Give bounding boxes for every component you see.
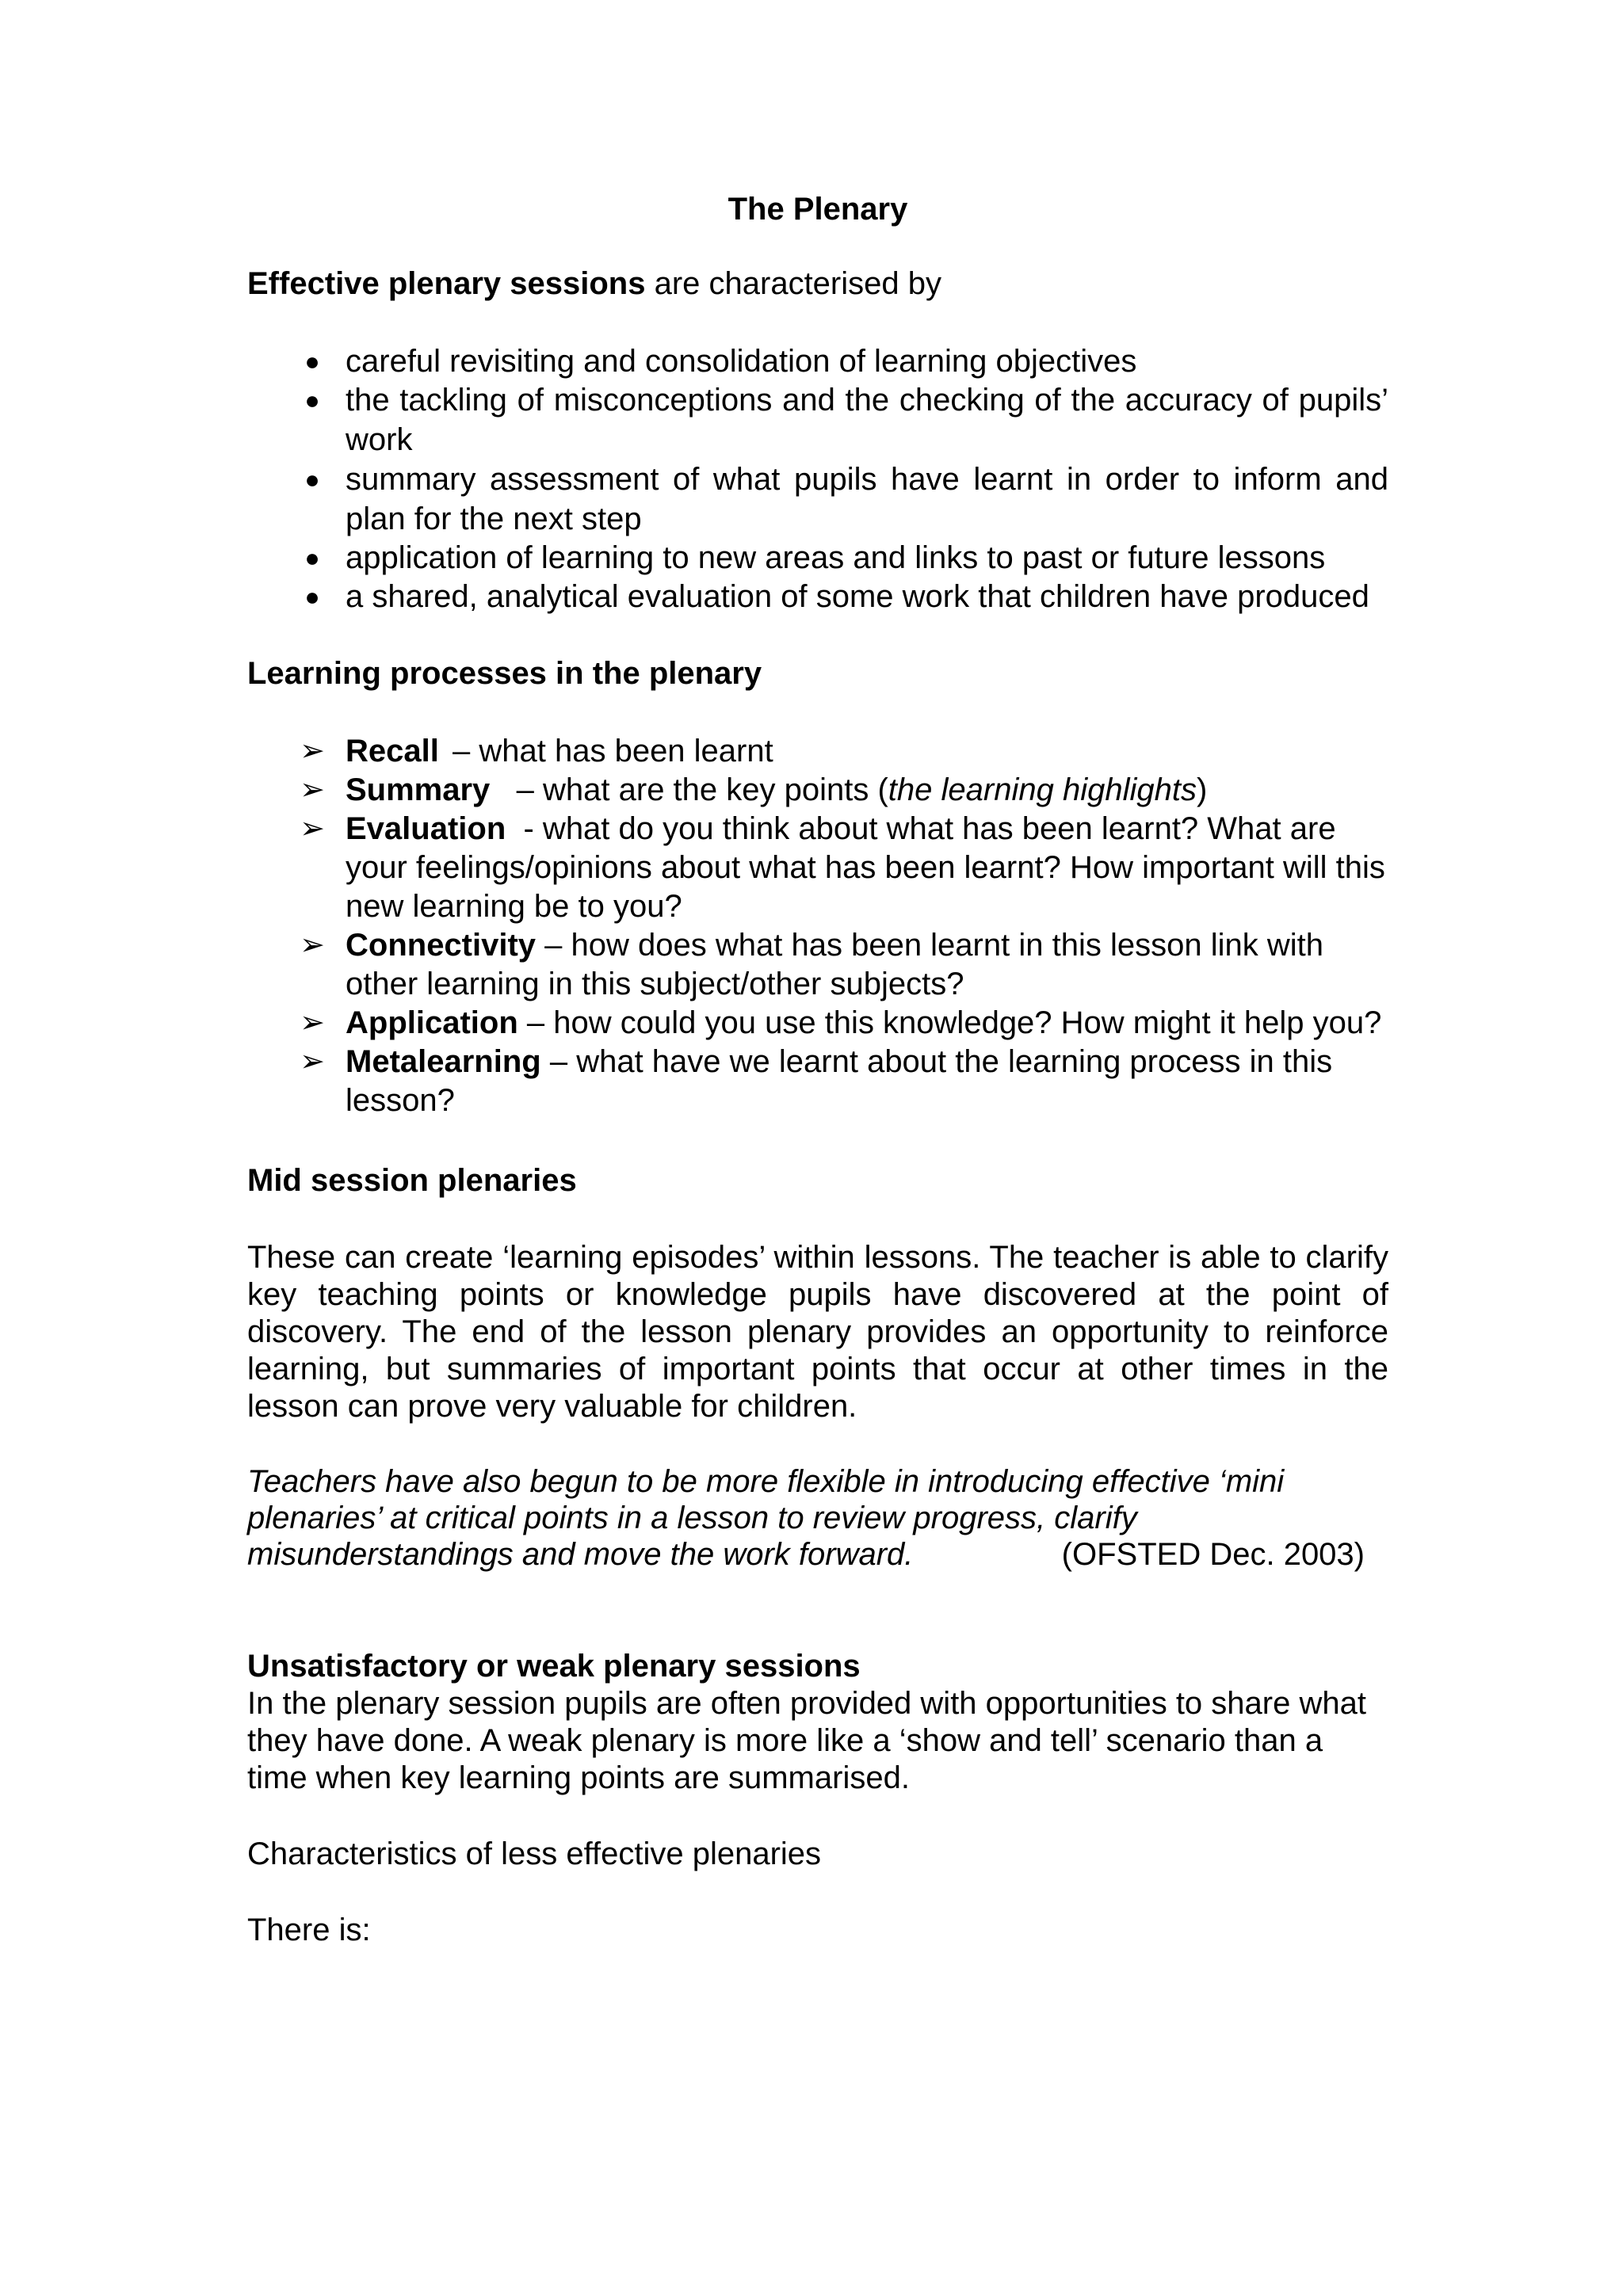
intro-rest: are characterised by xyxy=(645,266,941,301)
mid-session-heading: Mid session plenaries xyxy=(247,1163,577,1198)
characteristics-line: Characteristics of less effective plenaries xyxy=(247,1836,822,1871)
page-title: The Plenary xyxy=(727,192,908,227)
list-item: ● a shared, analytical evaluation of some work that children have produced xyxy=(247,577,1388,616)
quote-text: Teachers have also begun to be more flexible in introducing effective ‘mini plenaries’ at critical points in a lesson to review progress, clarify misunderstandings and move the work forward. xyxy=(247,1464,1285,1572)
list-item: ➢ Application – how could you use this knowledge? How might it help you? xyxy=(247,1004,1388,1043)
document-page xyxy=(247,190,1394,1987)
list-item: ➢ Recall – what has been learnt xyxy=(247,732,1388,771)
arrow-bullet-icon: ➢ xyxy=(300,734,325,768)
arrow-bullet-icon: ➢ xyxy=(300,1045,325,1078)
list-item: ➢ Evaluation - what do you think about what has been learnt? What are your feelings/opinions about what has been learnt? How important will this new learning be to you? xyxy=(247,810,1388,926)
effective-plenary-list xyxy=(247,342,1388,616)
learning-processes-list xyxy=(247,732,1394,1120)
quote-citation: (OFSTED Dec. 2003) xyxy=(1061,1537,1365,1572)
list-item: ➢ Summary – what are the key points (the learning highlights) xyxy=(247,771,1388,810)
arrow-bullet-icon: ➢ xyxy=(300,812,325,845)
bullet-icon: ● xyxy=(304,386,320,414)
arrow-bullet-icon: ➢ xyxy=(300,773,325,807)
learning-processes-heading: Learning processes in the plenary xyxy=(247,656,762,691)
arrow-bullet-icon: ➢ xyxy=(300,929,325,962)
weak-plenary-paragraph: In the plenary session pupils are often provided with opportunities to share what they have done. A weak plenary is more like a ‘show and tell’ scenario than a time when key learning points are summarised. xyxy=(247,1686,1366,1795)
list-item: ● summary assessment of what pupils have learnt in order to inform and plan for the next step xyxy=(247,460,1388,539)
weak-plenary-heading: Unsatisfactory or weak plenary sessions xyxy=(247,1649,861,1684)
intro-line xyxy=(247,265,1388,303)
bullet-icon: ● xyxy=(304,347,320,376)
arrow-bullet-icon: ➢ xyxy=(300,1006,325,1039)
list-item: ● careful revisiting and consolidation of learning objectives xyxy=(247,342,1388,380)
there-is-line: There is: xyxy=(247,1913,371,1947)
list-item: ➢ Connectivity – how does what has been learnt in this lesson link with other learning in this subject/other subjects? xyxy=(247,926,1388,1004)
list-item: ● application of learning to new areas and links to past or future lessons xyxy=(247,539,1388,577)
bullet-icon: ● xyxy=(304,582,320,611)
bullet-icon: ● xyxy=(304,465,320,494)
bullet-icon: ● xyxy=(304,543,320,572)
list-item: ● the tackling of misconceptions and the checking of the accuracy of pupils’ work xyxy=(247,380,1388,460)
intro-bold: Effective plenary sessions xyxy=(247,266,646,301)
ofsted-quote xyxy=(247,1463,1388,1573)
mid-session-paragraph: These can create ‘learning episodes’ within lessons. The teacher is able to clarify key teaching points or knowledge pupils have discovered at the point of discovery. The end of the lesson plenary provides an opportunity to reinforce learning, but summaries of important points that occur at other times in the lesson can prove very valuable for children. xyxy=(247,1240,1388,1424)
list-item: ➢ Metalearning – what have we learnt about the learning process in this lesson? xyxy=(247,1043,1388,1120)
